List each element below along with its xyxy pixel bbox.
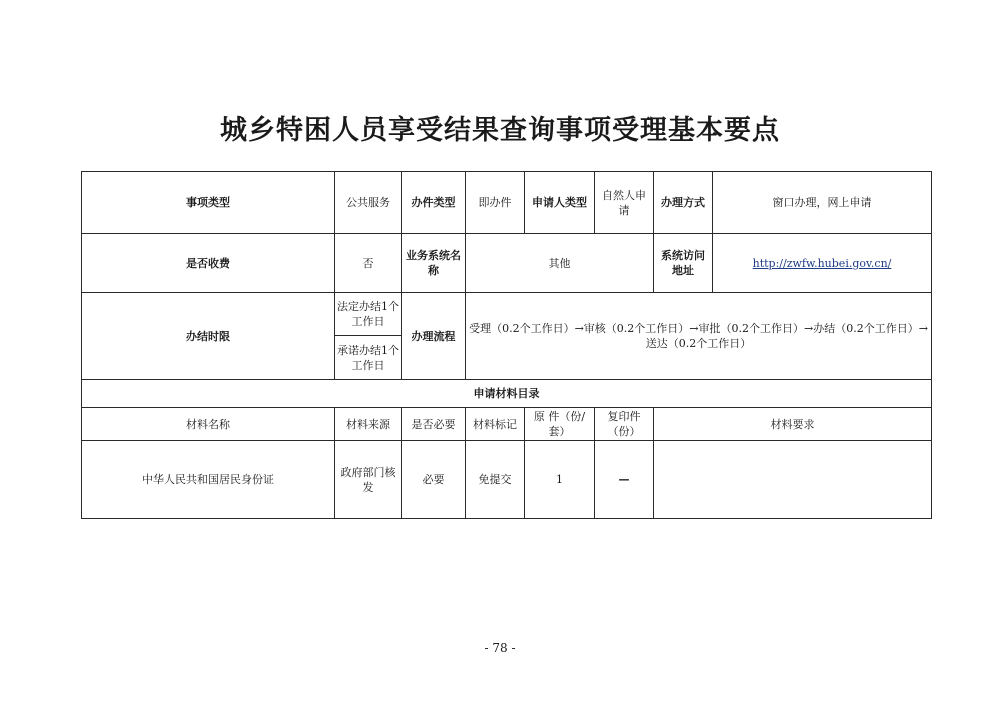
header-original: 原 件（份/套） [525, 408, 595, 441]
system-url-label: 系统访问地址 [654, 234, 713, 293]
process-label: 办理流程 [402, 293, 466, 380]
page-number: - 78 - [484, 641, 516, 655]
applicant-type-value: 自然人申请 [595, 172, 654, 234]
system-name-label: 业务系统名称 [402, 234, 466, 293]
basic-info-table [81, 171, 932, 519]
fee-label: 是否收费 [82, 234, 335, 293]
system-url-cell [713, 234, 932, 293]
material-original: 1 [525, 441, 595, 519]
material-name: 中华人民共和国居民身份证 [82, 441, 335, 519]
row-materials-title [82, 380, 932, 408]
materials-section-title: 申请材料目录 [82, 380, 932, 408]
material-required: 必要 [402, 441, 466, 519]
table-row [82, 441, 932, 519]
system-name-value: 其他 [466, 234, 654, 293]
fee-value: 否 [335, 234, 402, 293]
handle-method-label: 办理方式 [654, 172, 713, 234]
item-type-value: 公共服务 [335, 172, 402, 234]
page-title: 城乡特困人员享受结果查询事项受理基本要点 [220, 115, 780, 146]
handle-type-value: 即办件 [466, 172, 525, 234]
handle-type-label: 办件类型 [402, 172, 466, 234]
material-requirement [654, 441, 932, 519]
item-type-label: 事项类型 [82, 172, 335, 234]
row-item-type [82, 172, 932, 234]
applicant-type-label: 申请人类型 [525, 172, 595, 234]
material-copy: — [595, 441, 654, 519]
header-mark: 材料标记 [466, 408, 525, 441]
material-mark: 免提交 [466, 441, 525, 519]
header-requirement: 材料要求 [654, 408, 932, 441]
promised-limit: 承诺办结1个工作日 [335, 336, 402, 380]
header-material-name: 材料名称 [82, 408, 335, 441]
process-value: 受理（0.2个工作日）→审核（0.2个工作日）→审批（0.2个工作日）→办结（0.2个工作日）→送达（0.2个工作日） [466, 293, 932, 380]
header-copy: 复印件（份） [595, 408, 654, 441]
material-source: 政府部门核发 [335, 441, 402, 519]
header-required: 是否必要 [402, 408, 466, 441]
row-time-limit [82, 293, 932, 336]
legal-limit: 法定办结1个工作日 [335, 293, 402, 336]
time-limit-label: 办结时限 [82, 293, 335, 380]
system-url-link[interactable]: http://zwfw.hubei.gov.cn/ [752, 256, 892, 270]
row-materials-header [82, 408, 932, 441]
handle-method-value: 窗口办理，网上申请 [713, 172, 932, 234]
header-material-source: 材料来源 [335, 408, 402, 441]
row-fee [82, 234, 932, 293]
